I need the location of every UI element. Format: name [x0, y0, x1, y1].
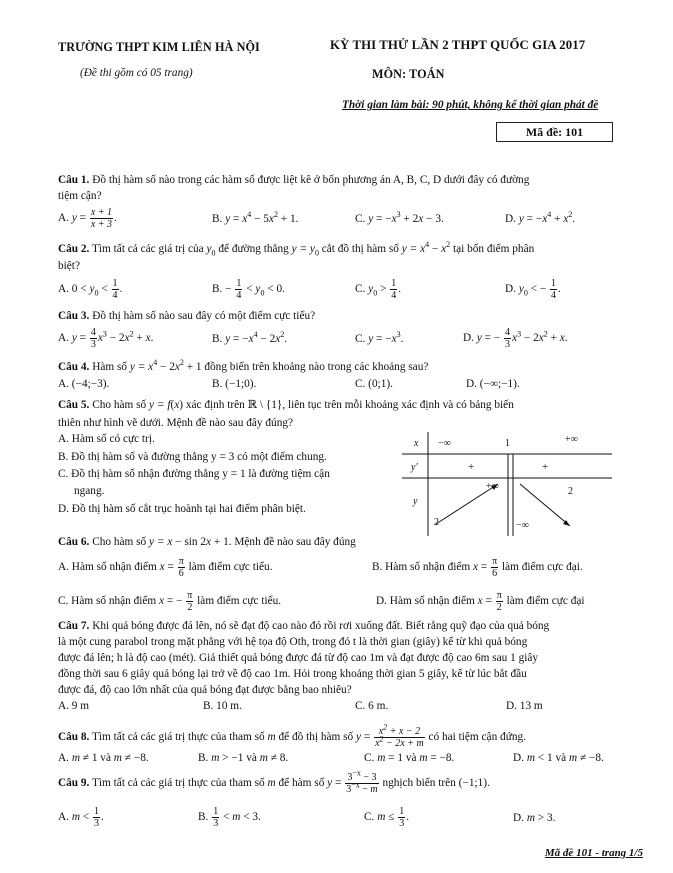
q2-option-a: A. $0 < y_0$ < $\frac{1}{4}$ .	[58, 278, 123, 301]
q3-option-a: A. y = $\frac{4}{3}$ $x^3 - 2x^2 + x$.	[58, 327, 154, 350]
q5-option-b: B. Đồ thị hàm số và đường thẳng y = 3 có một điểm chung.	[58, 451, 327, 463]
q2-option-b: B. − $\frac{1}{4}$ < $y_0 < 0$.	[212, 278, 285, 301]
q6-option-a: A. Hàm số nhận điểm x = $\frac{\pi}{6}$ làm điểm cực tiểu.	[58, 556, 273, 579]
q3-option-c: C. $y = -x^3$.	[355, 330, 404, 345]
q9-option-a: A. m < $\frac{1}{3}$ .	[58, 806, 104, 829]
q7-stem-2: là một cung parabol trong mặt phẳng với hệ tọa độ Oth, trong đó t là thời gian (giây) kể từ khi quả bóng	[58, 636, 528, 648]
table-x-right: +∞	[565, 434, 578, 445]
q2-option-d: D. $y_0$ < − $\frac{1}{4}$ .	[505, 278, 561, 301]
q8-option-d: D. m < 1 và m ≠ −8.	[513, 752, 604, 764]
q8-option-a: A. m ≠ 1 và m ≠ −8.	[58, 752, 149, 764]
q1-stem	[58, 174, 529, 186]
table-y-left-top: +∞	[486, 481, 499, 492]
q5-option-c: C. Đồ thị hàm số nhận đường thẳng y = 1 là đường tiệm cận	[58, 468, 330, 480]
q4-option-d: D. (−∞;−1).	[466, 378, 520, 390]
q9-option-d: D. m > 3.	[513, 812, 556, 824]
q5-option-d: D. Đồ thị hàm số cắt trục hoành tại hai điểm phân biệt.	[58, 503, 306, 515]
q6-stem: Câu 6. Cho hàm số y = x − sin 2x + 1. Mệnh đề nào sau đây đúng	[58, 536, 356, 548]
q1-option-b: B. $y = x^4 - 5x^2 + 1$.	[212, 210, 299, 225]
q8-option-c: C. m = 1 và m = −8.	[364, 752, 455, 764]
q4-option-a: A. (−4;−3).	[58, 378, 110, 390]
q5-stem-2: thiên như hình vẽ dưới. Mệnh đề nào sau đây đúng?	[58, 417, 294, 429]
q1-options	[58, 207, 117, 230]
q1-option-d: D. $y = -x^4 + x^2$.	[505, 210, 576, 225]
table-x-mid: 1	[505, 438, 510, 449]
q8-option-b: B. m > −1 và m ≠ 8.	[198, 752, 289, 764]
q5-option-a: A. Hàm số có cực trị.	[58, 433, 155, 445]
q2-stem-2: biệt?	[58, 260, 80, 272]
table-sign-left: +	[468, 461, 475, 473]
q7-stem: Câu 7. Khi quả bóng được đá lên, nó sẽ đạt độ cao nào đó rồi rơi xuống đất. Biết rằng quỹ đạo của quả bóng	[58, 620, 550, 632]
q6-option-c: C. Hàm số nhận điểm x = − $\frac{\pi}{2}$ làm điểm cực tiểu.	[58, 590, 282, 613]
q6-option-b: B. Hàm số nhận điểm x = $\frac{\pi}{6}$ làm điểm cực đại.	[372, 556, 583, 579]
subject: MÔN: TOÁN	[372, 67, 445, 81]
table-y-right-top: 2	[568, 486, 573, 497]
q5-stem: Câu 5. Cho hàm số y = f(x) xác định trên ℝ \ {1}, liên tục trên mỗi khoảng xác định và có bảng biến	[58, 399, 514, 411]
q9-option-b: B. $\frac{1}{3}$ < m < 3.	[198, 806, 261, 829]
q7-stem-4: đồng thời sau 6 giây quả bóng lại trở về độ cao 1m. Hỏi trong khoảng thời gian 5 giây, kể từ lúc bắt đầu	[58, 668, 527, 680]
q2-option-c: C. $y_0$ > $\frac{1}{4}$ .	[355, 278, 402, 301]
q9-stem: Câu 9. Tìm tất cả các giá trị thực của tham số m để hàm số y = $\frac{3^{-x} - 3}{3^{-x} - m}$ nghịch biến trên (−1;1).	[58, 768, 490, 795]
q4-option-b: B. (−1;0).	[212, 378, 257, 390]
q9-option-c: C. m ≤ $\frac{1}{3}$ .	[364, 806, 410, 829]
table-y-label: y	[413, 496, 418, 507]
table-x-label: x	[414, 438, 419, 449]
table-x-left: −∞	[438, 438, 451, 449]
q4-stem: Câu 4. Hàm số $y = x^4 - 2x^2 + 1$ đồng biến trên khoảng nào trong các khoảng sau?	[58, 358, 429, 373]
pages-note: (Đề thi gồm có 05 trang)	[80, 67, 193, 79]
q1-option-a: A. y = $\frac{x + 1}{x + 3}$ .	[58, 207, 117, 230]
page-footer: Mã đề 101 - trang 1/5	[544, 847, 643, 859]
q8-stem: Câu 8. Tìm tất cả các giá trị thực của tham số m để đồ thị hàm số y = $\frac{x^2 + x - 2}{x^2 - 2x + m}$ có hai tiệm cận đứng.	[58, 722, 526, 749]
q1-label: Câu 1.	[58, 174, 90, 186]
q7-option-d: D. 13 m	[506, 700, 543, 712]
q7-option-a: A. 9 m	[58, 700, 90, 712]
table-sign-right: +	[542, 461, 549, 473]
q1-stem-2: tiệm cận?	[58, 190, 102, 202]
q3-option-d: D. y = − $\frac{4}{3}$ $x^3 - 2x^2 + x$.	[463, 327, 568, 350]
q7-option-b: B. 10 m.	[203, 700, 242, 712]
table-y-right-bottom: −∞	[516, 520, 529, 531]
q4-option-c: C. (0;1).	[355, 378, 393, 390]
table-y-left-bottom: 2	[434, 517, 439, 528]
time-note: Thời gian làm bài: 90 phút, không kể thời gian phát đề	[342, 99, 599, 111]
q1-option-c: C. $y = -x^3 + 2x - 3$.	[355, 210, 444, 225]
q7-option-c: C. 6 m.	[355, 700, 389, 712]
school-name: TRƯỜNG THPT KIM LIÊN HÀ NỘI	[58, 40, 260, 54]
q7-stem-5: được đá, độ cao lớn nhất của quả bóng đạt được bằng bao nhiêu?	[58, 684, 352, 696]
q1-text: Đồ thị hàm số nào trong các hàm số được liệt kê ở bốn phương án A, B, C, D dưới đây có đường	[89, 174, 530, 186]
q2-stem: Câu 2. Tìm tất cả các giá trị của $y_0$ để đường thẳng $y = y_0$ cắt đồ thị hàm số $y = x^4 - x^2$ tại bốn điểm phân	[58, 240, 535, 258]
table-yprime-label: y'	[411, 462, 418, 473]
q5-option-c-cont: ngang.	[74, 485, 105, 497]
exam-title: KỲ THI THỬ LẦN 2 THPT QUỐC GIA 2017	[330, 38, 586, 52]
exam-code-box: Mã đề: 101	[496, 122, 613, 142]
q7-stem-3: được đá lên; h là độ cao (mét). Giả thiết quả bóng được đá từ độ cao 1m và đạt được độ cao 6m sau 1 giây	[58, 652, 539, 664]
q6-option-d: D. Hàm số nhận điểm x = $\frac{\pi}{2}$ làm điểm cực đại	[376, 590, 585, 613]
q3-option-b: B. $y = -x^4 - 2x^2$.	[212, 330, 288, 345]
q3-stem: Câu 3. Đồ thị hàm số nào sau đây có một điểm cực tiểu?	[58, 310, 316, 322]
